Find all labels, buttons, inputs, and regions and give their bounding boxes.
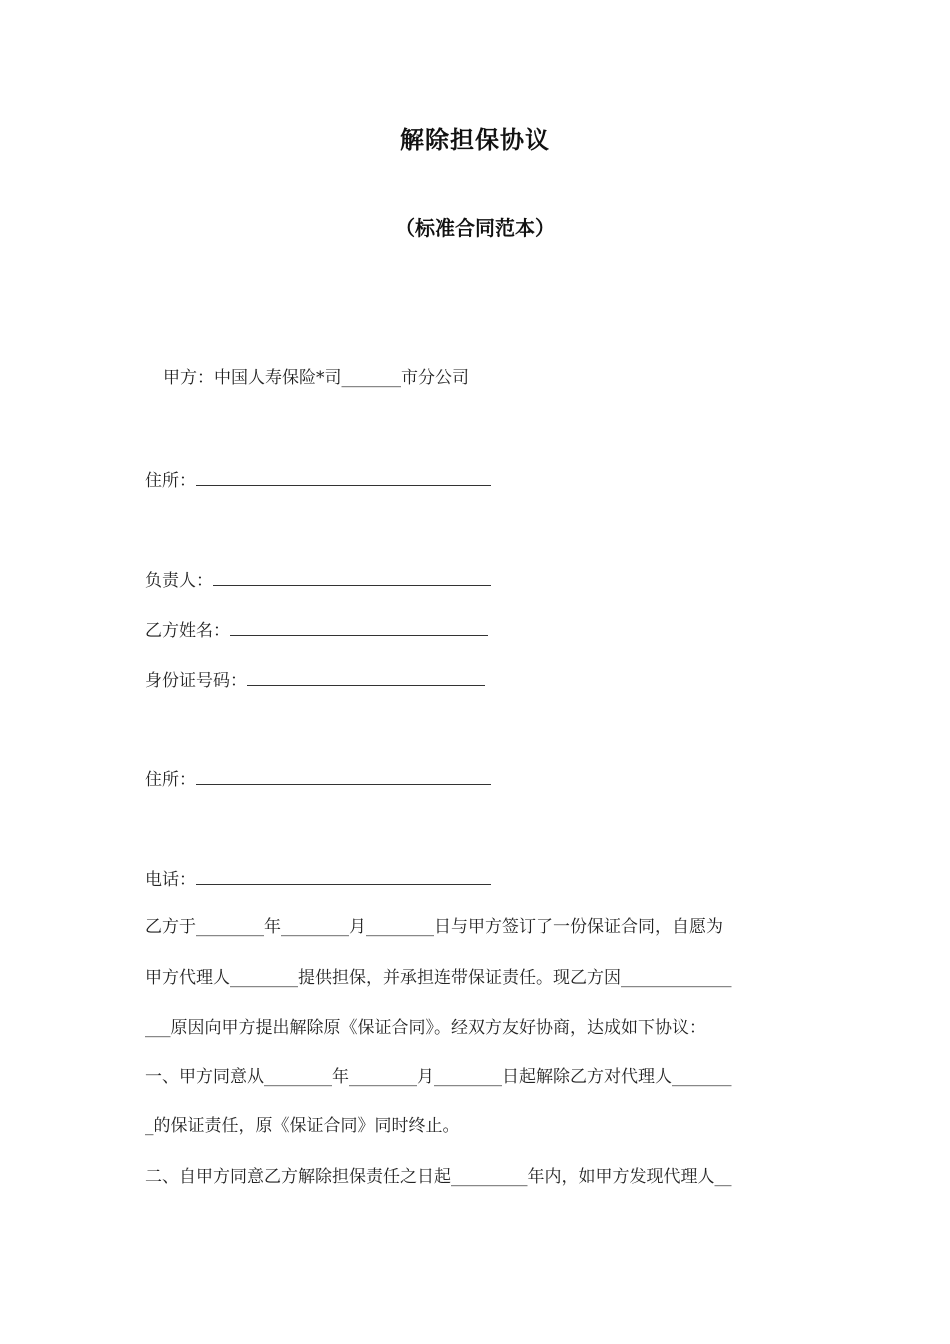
responsible-person-row: [145, 567, 491, 593]
party-a-address-row: [145, 467, 491, 493]
phone-label: 电话：: [145, 870, 196, 890]
document-subtitle: （标准合同范本）: [395, 216, 555, 240]
party-b-address-blank: [196, 766, 491, 785]
party-a-address-blank: [196, 467, 491, 486]
responsible-person-blank: [213, 567, 491, 586]
phone-row: [145, 866, 491, 892]
party-a-line: 甲方：中国人寿保险*司_______市分公司: [163, 368, 469, 388]
document-title: 解除担保协议: [400, 126, 550, 154]
paragraph-1-line-1: 乙方于________年________月________日与甲方签订了一份保证合同，自愿为: [145, 917, 723, 937]
id-number-row: [145, 667, 485, 693]
clause-1-line-2: _的保证责任，原《保证合同》同时终止。: [145, 1116, 460, 1136]
id-number-label: 身份证号码：: [145, 671, 247, 691]
party-b-name-blank: [230, 617, 488, 636]
party-b-name-row: [145, 617, 488, 643]
paragraph-1-line-3: ___原因向甲方提出解除原《保证合同》。经双方友好协商，达成如下协议：: [145, 1018, 706, 1038]
responsible-person-label: 负责人：: [145, 571, 213, 591]
party-b-address-label: 住所：: [145, 770, 196, 790]
party-a-address-label: 住所：: [145, 471, 196, 491]
id-number-blank: [247, 667, 485, 686]
party-b-address-row: [145, 766, 491, 792]
clause-2-line-1: 二、自甲方同意乙方解除担保责任之日起_________年内，如甲方发现代理人__: [145, 1167, 732, 1187]
phone-blank: [196, 866, 491, 885]
party-b-name-label: 乙方姓名：: [145, 621, 230, 641]
paragraph-1-line-2: 甲方代理人________提供担保，并承担连带保证责任。现乙方因_____________: [145, 968, 732, 988]
clause-1-line-1: 一、甲方同意从________年________月________日起解除乙方对代理人_______: [145, 1067, 732, 1087]
